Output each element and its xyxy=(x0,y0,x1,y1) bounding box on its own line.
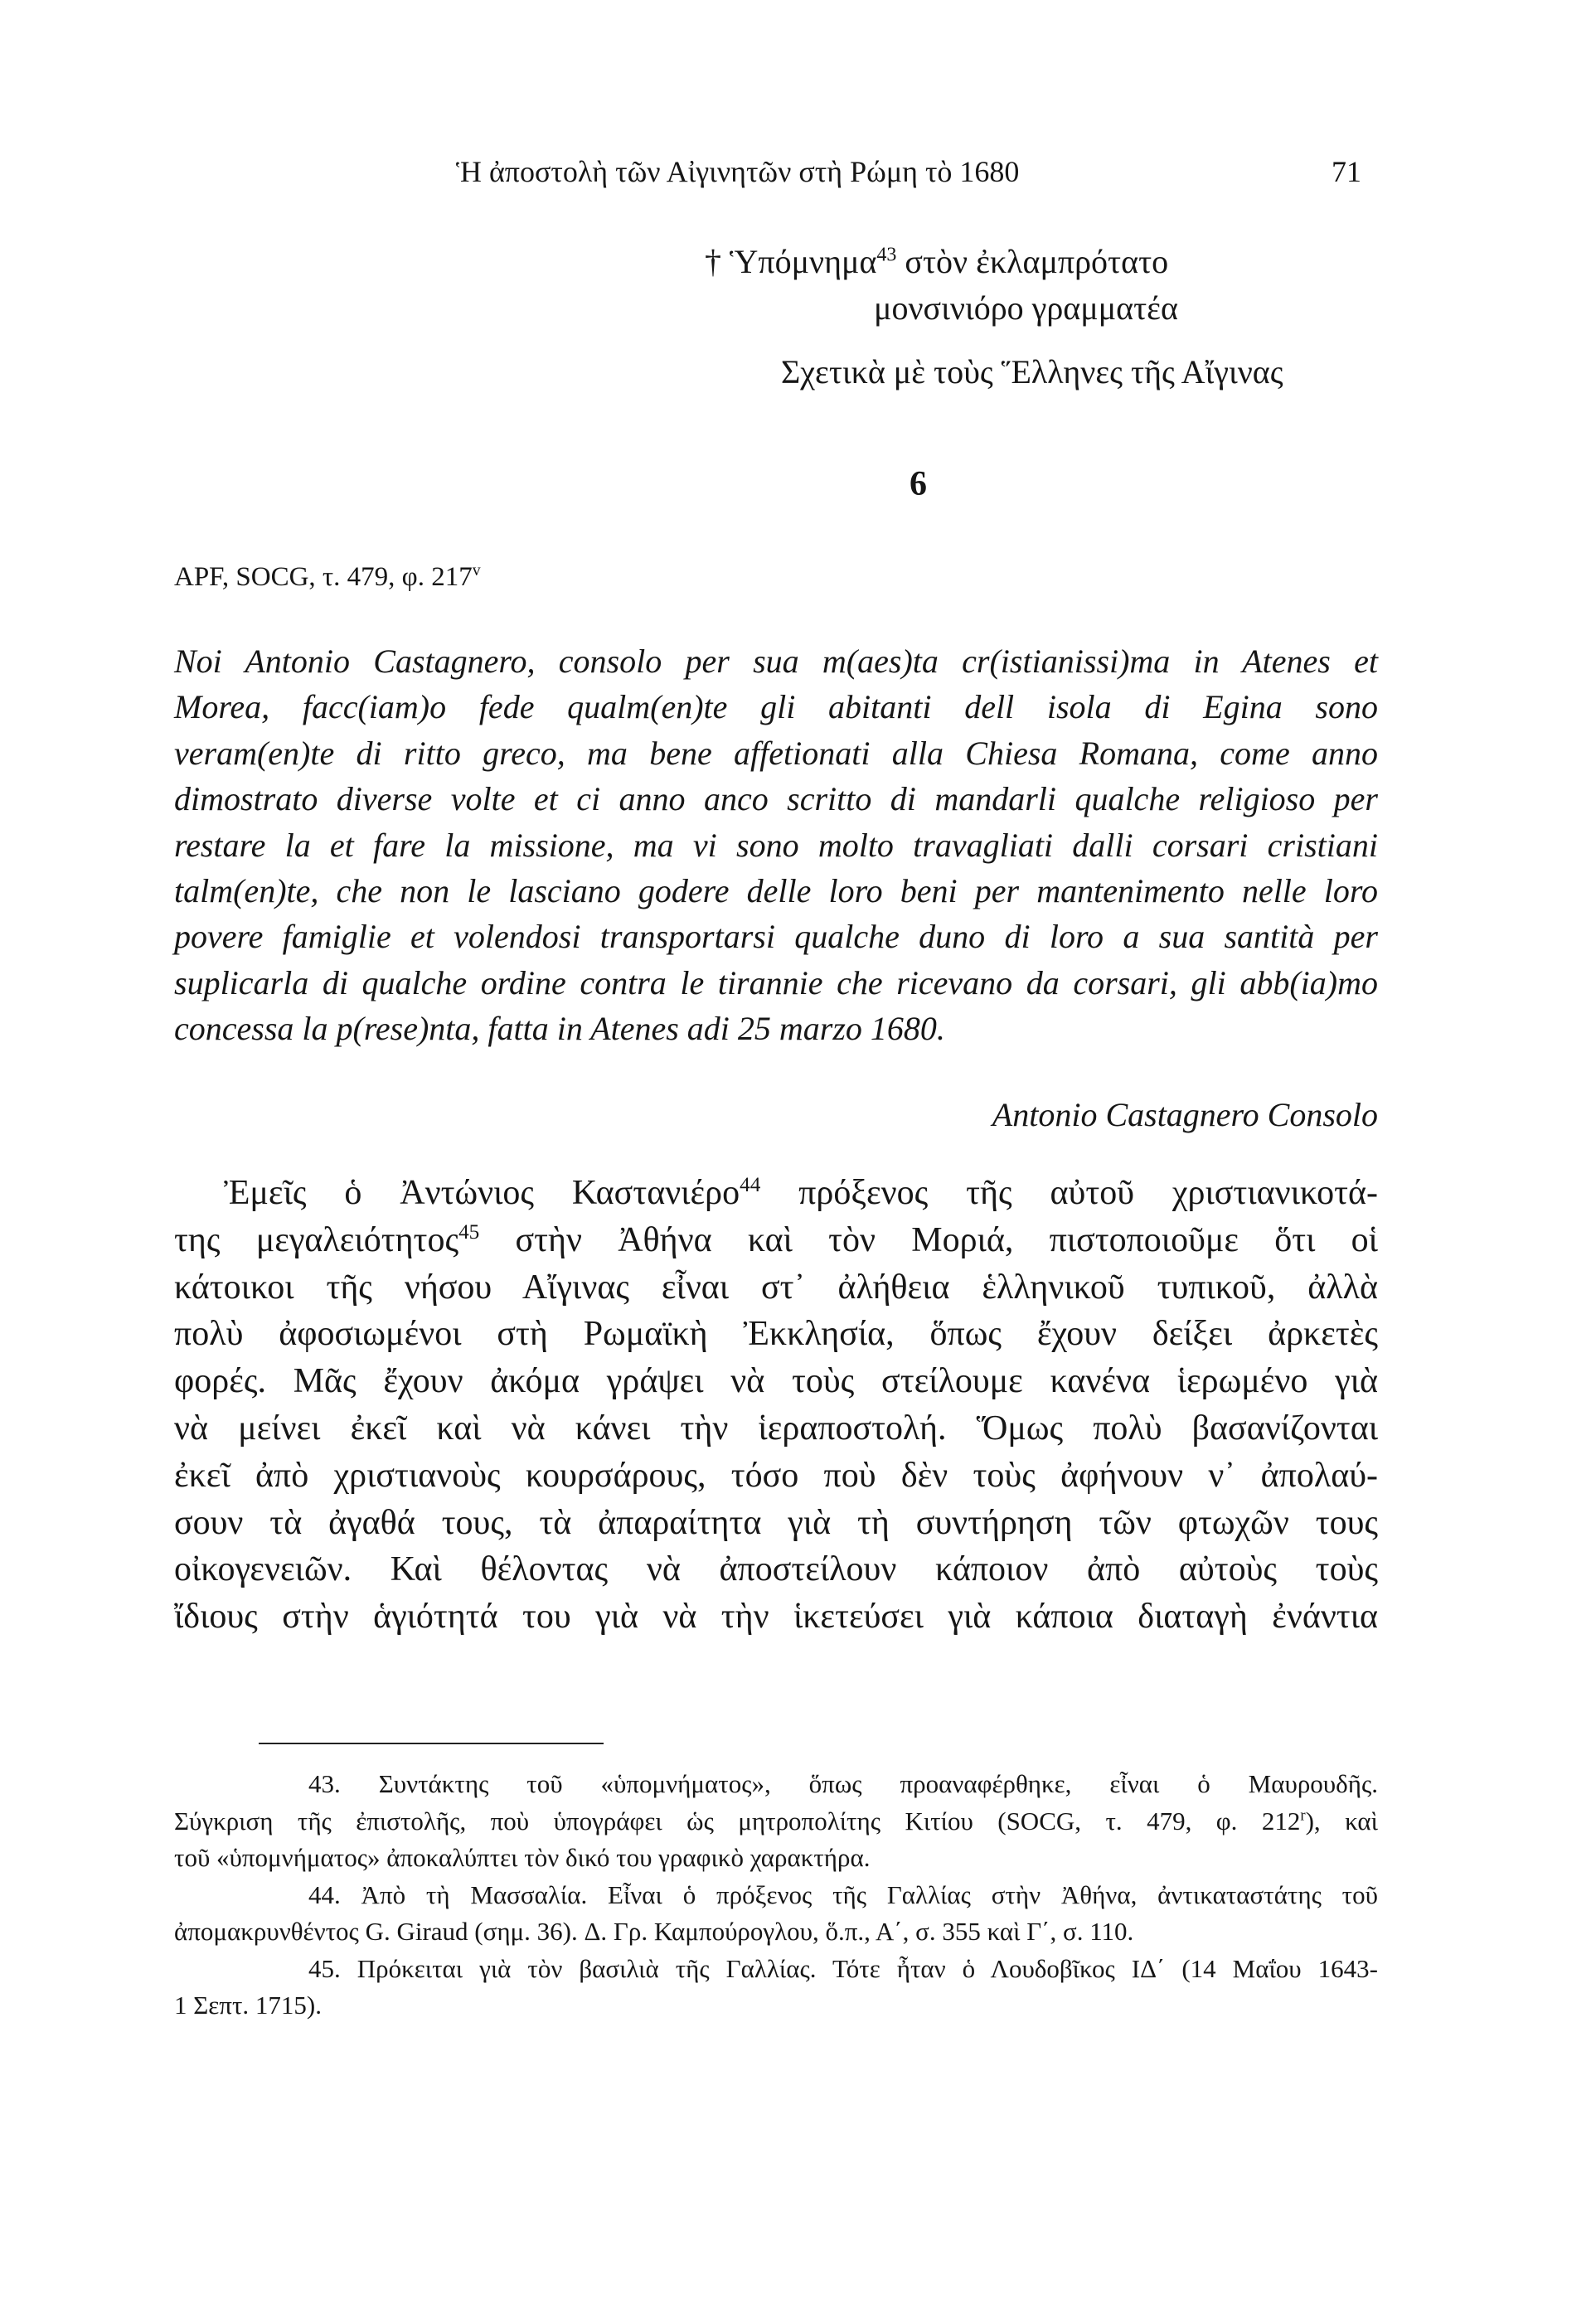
greek-line: κάτοικοι τῆς νήσου Αἴγινας εἶναι στ᾽ ἀλήθεια ἑλληνικοῦ τυπικοῦ, ἀλλὰ xyxy=(174,1268,1378,1307)
greek-line xyxy=(174,1170,1378,1217)
italian-source-text xyxy=(174,638,1378,1052)
greek-line xyxy=(174,1217,1378,1264)
greek-line: πολὺ ἀφοσιωμένοι στὴ Ρωμαϊκὴ Ἐκκλησία, ὅπως ἔχουν δείξει ἀρκετὲς xyxy=(174,1315,1378,1354)
footnote-45-line: 1 Σεπτ. 1715). xyxy=(174,1991,322,2020)
greek-line: ἐκεῖ ἀπὸ χριστιανοὺς κουρσάρους, τόσο ποὺ δὲν τοὺς ἀφήνουν ν᾽ ἀπολαύ- xyxy=(174,1456,1378,1495)
footnotes xyxy=(174,1766,1378,2025)
italian-line: povere famiglie et volendosi transportarsi qualche duno di loro a sua santità per xyxy=(174,918,1378,956)
document-title-part2: στὸν ἐκλαμπρότατο xyxy=(896,243,1169,280)
running-title: Ἡ ἀποστολὴ τῶν Αἰγινητῶν στὴ Ρώμη τὸ 1680 xyxy=(456,155,1020,188)
greek-line-text: της μεγαλειότητος xyxy=(174,1220,459,1259)
footnote-separator xyxy=(259,1743,604,1744)
greek-line: σουν τὰ ἀγαθά τους, τὰ ἀπαραίτητα γιὰ τὴ συντήρηση τῶν φτωχῶν τους xyxy=(174,1503,1378,1542)
archive-reference xyxy=(174,562,481,593)
italian-line: Morea, facc(iam)o fede qualm(en)te gli abitanti dell isola di Egina sono xyxy=(174,688,1378,726)
greek-line: οἰκογενειῶν. Καὶ θέλοντας νὰ ἀποστείλουν κάποιον ἀπὸ αὐτοὺς τοὺς xyxy=(174,1550,1378,1589)
footnote-43-line: τοῦ «ὑπομνήματος» ἀποκαλύπτει τὸν δικό του γραφικὸ χαρακτήρα. xyxy=(174,1843,871,1872)
footnote-45-line: 45. Πρόκειται γιὰ τὸν βασιλιὰ τῆς Γαλλίας. Τότε ἦταν ὁ Λουδοβῖκος ΙΔ΄ (14 Μαΐου 1643- xyxy=(308,1953,1378,1983)
footnote-ref-45: 45 xyxy=(458,1220,480,1244)
page-number: 71 xyxy=(1332,155,1361,188)
footnote-44-line: 44. Ἀπὸ τὴ Μασσαλία. Εἶναι ὁ πρόξενος τῆς Γαλλίας στὴν Ἀθήνα, ἀντικαταστάτης τοῦ xyxy=(308,1879,1378,1909)
footnote-43-line: 43. Συντάκτης τοῦ «ὑπομνήματος», ὅπως προαναφέρθηκε, εἶναι ὁ Μαυρουδῆς. xyxy=(308,1769,1378,1798)
footnote-text: ), καὶ xyxy=(1305,1806,1379,1835)
footnote-text: Σύγκριση τῆς ἐπιστολῆς, ποὺ ὑπογράφει ὡς μητροπολίτης Κιτίου (SOCG, τ. 479, φ. 212 xyxy=(174,1806,1301,1835)
italian-line: restare la et fare la missione, ma vi sono molto travagliati dalli corsari cristiani xyxy=(174,826,1378,864)
footnote-44-line: ἀπομακρυνθέντος G. Giraud (σημ. 36). Δ. Γρ. Καμπούρογλου, ὅ.π., Α΄, σ. 355 καὶ Γ΄, σ. 110. xyxy=(174,1917,1134,1946)
document-subtitle: Σχετικὰ μὲ τοὺς Ἕλληνες τῆς Αἴγινας xyxy=(781,353,1283,390)
greek-line: φορές. Μᾶς ἔχουν ἀκόμα γράψει νὰ τοὺς στείλουμε κανένα ἱερωμένο γιὰ xyxy=(174,1362,1378,1401)
footnote-ref-44: 44 xyxy=(740,1174,761,1196)
signature: Antonio Castagnero Consolo xyxy=(992,1096,1378,1133)
archive-reference-sup: v xyxy=(472,561,481,580)
italian-line: concessa la p(rese)nta, fatta in Atenes adi 25 marzo 1680. xyxy=(174,1010,945,1048)
greek-translation-text xyxy=(174,1170,1378,1641)
document-title-part1: † Ὑπόμνημα xyxy=(705,243,877,280)
greek-line: ἴδιους στὴν ἁγιότητά του γιὰ νὰ τὴν ἱκετεύσει γιὰ κάποια διαταγὴ ἐνάντια xyxy=(174,1598,1378,1637)
greek-line-text: Ἐμεῖς ὁ Ἀντώνιος Καστανιέρο xyxy=(224,1174,740,1212)
italian-line: suplicarla di qualche ordine contra le tirannie che ricevano da corsari, gli abb(ia)mo xyxy=(174,963,1378,1001)
italian-line: Noi Antonio Castagnero, consolo per sua m(aes)ta cr(istianissi)ma in Atenes et xyxy=(174,643,1378,680)
greek-line: νὰ μείνει ἐκεῖ καὶ νὰ κάνει τὴν ἱεραποστολή. Ὅμως πολὺ βασανίζονται xyxy=(174,1409,1378,1448)
italian-line: dimostrato diverse volte et ci anno anco scritto di mandarli qualche religioso per xyxy=(174,780,1378,818)
document-title-line2: μονσινιόρο γραμματέα xyxy=(874,289,1178,327)
document-title xyxy=(705,239,1385,332)
footnote-43-line xyxy=(174,1803,1378,1840)
greek-line-text: στὴν Ἀθήνα καὶ τὸν Μοριά, πιστοποιοῦμε ὅτι οἱ xyxy=(479,1220,1378,1259)
footnote-sup: r xyxy=(1300,1806,1306,1825)
greek-line-text: πρόξενος τῆς αὐτοῦ χριστιανικοτά- xyxy=(760,1174,1378,1212)
footnote-ref-43: 43 xyxy=(876,244,897,266)
archive-reference-text: APF, SOCG, τ. 479, φ. 217 xyxy=(174,562,473,592)
italian-line: talm(en)te, che non le lasciano godere delle loro beni per mantenimento nelle loro xyxy=(174,871,1378,909)
document-number: 6 xyxy=(910,465,927,503)
italian-line: veram(en)te di ritto greco, ma bene affetionati alla Chiesa Romana, come anno xyxy=(174,734,1378,772)
